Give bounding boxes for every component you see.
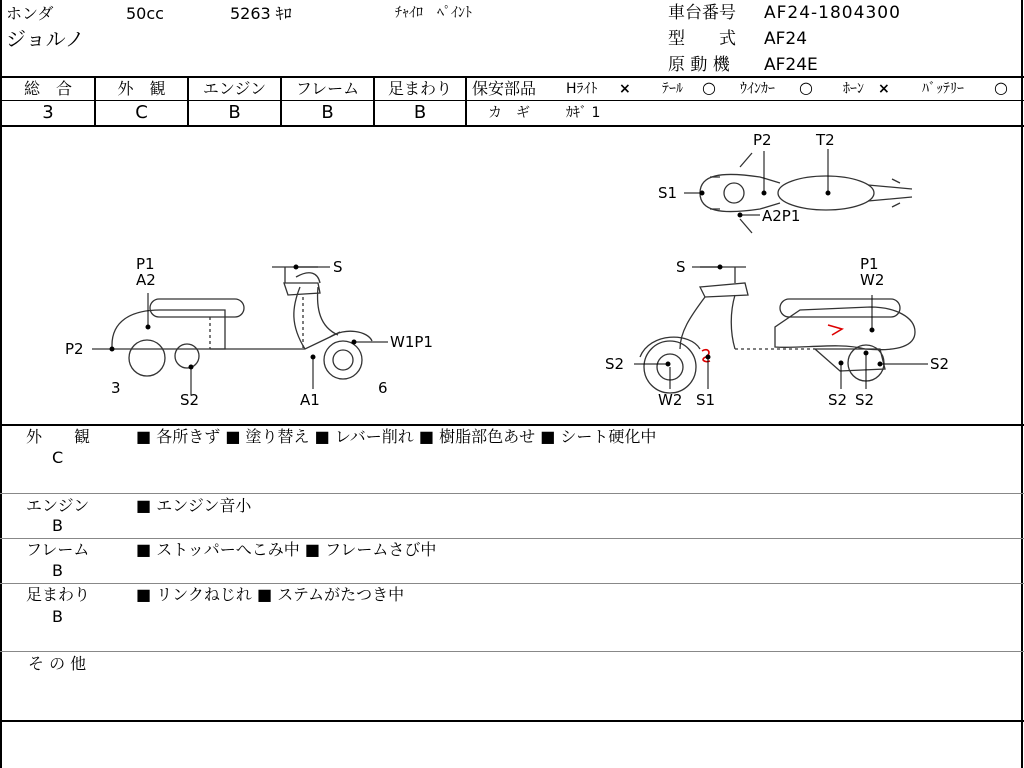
rule-remark-1: [0, 493, 1024, 494]
leader-lines: [92, 149, 928, 395]
grade-header-exterior: 外 観: [117, 79, 166, 98]
remark-suspension-title: 足まわり: [26, 585, 91, 604]
label-left-p1: P1: [136, 255, 155, 273]
grade-suspension: B: [413, 102, 427, 123]
type-value: AF24: [764, 29, 808, 49]
bullet-icon: ■: [136, 427, 152, 446]
remark-suspension-items: [136, 587, 404, 603]
remark-item: 樹脂部色あせ: [439, 427, 536, 446]
label-right-s1-bottom: S2: [828, 391, 848, 409]
grade-header-suspension: 足まわり: [387, 79, 452, 98]
model-name: ジョルノ: [6, 27, 85, 51]
grade-overall: 3: [42, 102, 54, 123]
safety-horn-label: ﾎｰﾝ: [843, 81, 864, 97]
remark-item: レバー削れ: [334, 427, 414, 446]
safety-winker-mark: ○: [799, 78, 813, 97]
bullet-icon: ■: [136, 585, 152, 604]
label-left-s2: S2: [180, 391, 200, 409]
frame-no: AF24-1804300: [764, 3, 901, 23]
color: ﾁｬｲﾛ ﾍﾟｲﾝﾄ: [395, 5, 472, 21]
safety-battery-label: ﾊﾞｯﾃﾘｰ: [922, 81, 964, 97]
label-top-t2: T2: [816, 131, 835, 149]
maker: ホンダ: [6, 4, 54, 23]
label-right-p1: P1: [860, 255, 879, 273]
label-left-3: 3: [111, 379, 121, 397]
remark-exterior-grade: C: [52, 448, 64, 467]
label-left-a1: A1: [300, 391, 320, 409]
grade-exterior: C: [135, 102, 148, 123]
grade-header-frame: フレーム: [295, 79, 360, 98]
bullet-icon: ■: [225, 427, 241, 446]
label-left-6: 6: [378, 379, 388, 397]
label-top-s1: S1: [658, 184, 678, 202]
label-left-s: S: [333, 258, 343, 276]
damage-mark-a: [828, 325, 842, 335]
label-right-s2-bottom2: S2: [855, 391, 875, 409]
bullet-icon: ■: [136, 540, 152, 559]
safety-horn-mark: ×: [878, 81, 890, 97]
remark-frame-grade: B: [52, 561, 63, 580]
grade-engine: B: [228, 102, 241, 123]
remark-item: ステムがたつき中: [277, 585, 405, 604]
key-label: カ ギ: [488, 105, 530, 121]
frame-no-label: 車台番号: [668, 3, 736, 23]
remark-exterior-title: 外 観: [26, 427, 91, 446]
remark-exterior-items: [136, 429, 656, 445]
remark-item: 塗り替え: [245, 427, 310, 446]
remark-engine-grade: B: [52, 516, 63, 535]
engine-label: 原 動 機: [668, 55, 730, 75]
label-left-p2: P2: [65, 340, 84, 358]
rule-diagram-bottom: [0, 424, 1024, 426]
bullet-icon: ■: [540, 427, 556, 446]
safety-tail-label: ﾃｰﾙ: [662, 81, 683, 97]
label-left-w1p1: W1P1: [390, 333, 433, 351]
label-right-s2-right: S2: [930, 355, 950, 373]
remark-item: エンジン音小: [156, 496, 252, 515]
rule-safety-key: [466, 100, 1022, 101]
rule-header: [0, 76, 1024, 78]
rule-remark-4: [0, 651, 1024, 652]
rule-remark-2: [0, 538, 1024, 539]
bullet-icon: ■: [304, 540, 320, 559]
scooter-damage-diagram: [0, 127, 1024, 423]
label-right-s2-bottom: W2: [658, 391, 683, 409]
key-value: ｶｷﾞ 1: [566, 105, 601, 121]
rule-bottom: [0, 720, 1024, 722]
diagram-labels: [65, 131, 949, 409]
bullet-icon: ■: [314, 427, 330, 446]
safety-headlight-label: Hﾗｲﾄ: [566, 81, 598, 97]
safety-label: 保安部品: [472, 79, 537, 98]
label-top-p2: P2: [753, 131, 772, 149]
bullet-icon: ■: [257, 585, 273, 604]
mileage: 5263 ｷﾛ: [230, 4, 292, 23]
label-right-w2-bottom: S1: [696, 391, 716, 409]
remark-suspension-grade: B: [52, 607, 63, 626]
label-right-s: S: [676, 258, 686, 276]
remark-item: フレームさび中: [325, 540, 437, 559]
remark-frame-items: [136, 542, 436, 558]
label-right-s2-left: S2: [605, 355, 625, 373]
engine-value: AF24E: [764, 55, 818, 75]
bullet-icon: ■: [136, 496, 152, 515]
remark-other-title: そ の 他: [28, 654, 87, 673]
rule-remark-3: [0, 583, 1024, 584]
remark-item: シート硬化中: [560, 427, 657, 446]
label-right-w2: W2: [860, 271, 885, 289]
safety-headlight-mark: ×: [619, 81, 631, 97]
remark-engine-title: エンジン: [26, 496, 90, 515]
grade-div-5: [465, 76, 467, 126]
remark-item: 各所きず: [156, 427, 221, 446]
remark-item: ストッパーへこみ中: [156, 540, 300, 559]
grade-header-engine: エンジン: [202, 79, 267, 98]
scooter-top-view: [700, 153, 912, 233]
remark-frame-title: フレーム: [26, 540, 90, 559]
safety-tail-mark: ○: [702, 78, 716, 97]
remark-engine-items: [136, 498, 251, 514]
bullet-icon: ■: [418, 427, 434, 446]
remark-item: リンクねじれ: [156, 585, 252, 604]
type-label: 型 式: [668, 29, 736, 49]
grade-frame: B: [321, 102, 334, 123]
safety-battery-mark: ○: [994, 78, 1008, 97]
label-left-a2: A2: [136, 271, 156, 289]
displacement: 50cc: [126, 4, 164, 23]
label-top-a2p1: A2P1: [762, 207, 801, 225]
grade-header-overall: 総 合: [23, 79, 72, 98]
safety-winker-label: ｳｲﾝｶｰ: [740, 81, 775, 97]
